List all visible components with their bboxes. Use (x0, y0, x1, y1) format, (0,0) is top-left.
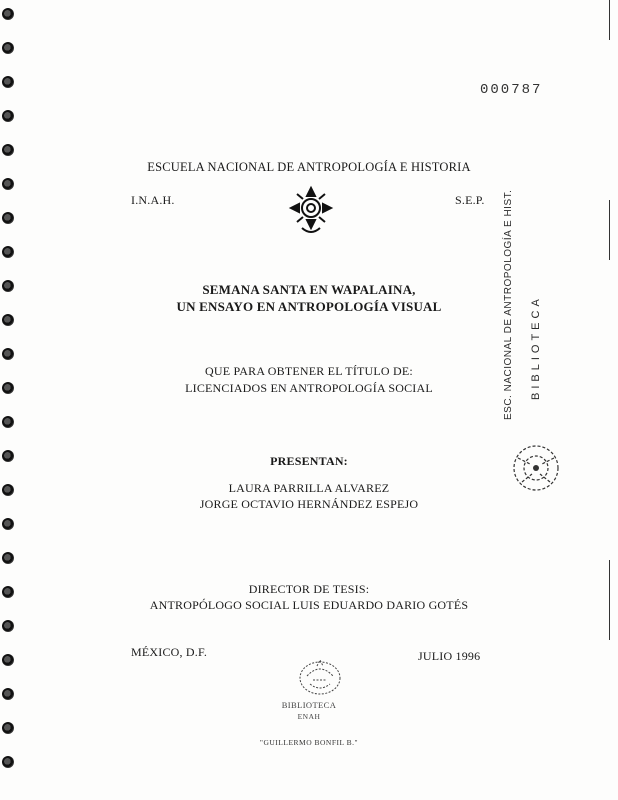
binding-hole-icon (2, 756, 14, 768)
binding-hole-icon (2, 518, 14, 530)
thesis-title-line-2: UN ENSAYO EN ANTROPOLOGÍA VISUAL (176, 299, 442, 314)
binding-hole-icon (2, 212, 14, 224)
director-label: DIRECTOR DE TESIS: (248, 582, 370, 596)
seal-line-3: "GUILLERMO BONFIL B." (259, 738, 359, 747)
presentan-label: PRESENTAN: (270, 454, 348, 468)
degree-line-1: QUE PARA OBTENER EL TÍTULO DE: (205, 364, 413, 378)
eagle-seal-icon (295, 656, 345, 698)
binding-hole-icon (2, 42, 14, 54)
degree-line-2: LICENCIADOS EN ANTROPOLOGÍA SOCIAL (185, 381, 433, 395)
binding-hole-icon (2, 722, 14, 734)
place: MÉXICO, D.F. (131, 645, 208, 659)
scan-edge-line (609, 200, 610, 260)
sep-acronym: S.E.P. (455, 193, 485, 207)
binding-hole-icon (2, 178, 14, 190)
binding-hole-icon (2, 348, 14, 360)
binding-hole-icon (2, 688, 14, 700)
binding-holes (0, 0, 20, 800)
binding-hole-icon (2, 552, 14, 564)
vertical-stamp-institution: ESC. NACIONAL DE ANTROPOLOGÍA E HIST. (503, 189, 514, 420)
institution-name: ESCUELA NACIONAL DE ANTROPOLOGÍA E HISTORIA (147, 160, 471, 174)
binding-hole-icon (2, 76, 14, 88)
binding-hole-icon (2, 416, 14, 428)
author-1: LAURA PARRILLA ALVAREZ (228, 481, 390, 495)
aztec-sun-emblem-icon (288, 184, 334, 238)
binding-hole-icon (2, 654, 14, 666)
seal-line-2: ENAH (297, 712, 321, 721)
binding-hole-icon (2, 620, 14, 632)
vertical-stamp-library: BIBLIOTECA (530, 295, 542, 400)
library-seal-icon (508, 440, 564, 496)
binding-hole-icon (2, 314, 14, 326)
date: JULIO 1996 (418, 649, 481, 663)
seal-line-1: BIBLIOTECA (281, 700, 337, 710)
binding-hole-icon (2, 8, 14, 20)
inah-acronym: I.N.A.H. (131, 193, 175, 207)
binding-hole-icon (2, 246, 14, 258)
binding-hole-icon (2, 144, 14, 156)
thesis-title-line-1: SEMANA SANTA EN WAPALAINA, (202, 282, 416, 297)
scan-edge-line (609, 0, 610, 40)
inventory-number: 000787 (480, 82, 543, 98)
binding-hole-icon (2, 110, 14, 122)
director-name: ANTROPÓLOGO SOCIAL LUIS EDUARDO DARIO GOTÉS (149, 598, 469, 612)
author-2: JORGE OCTAVIO HERNÁNDEZ ESPEJO (199, 497, 419, 511)
